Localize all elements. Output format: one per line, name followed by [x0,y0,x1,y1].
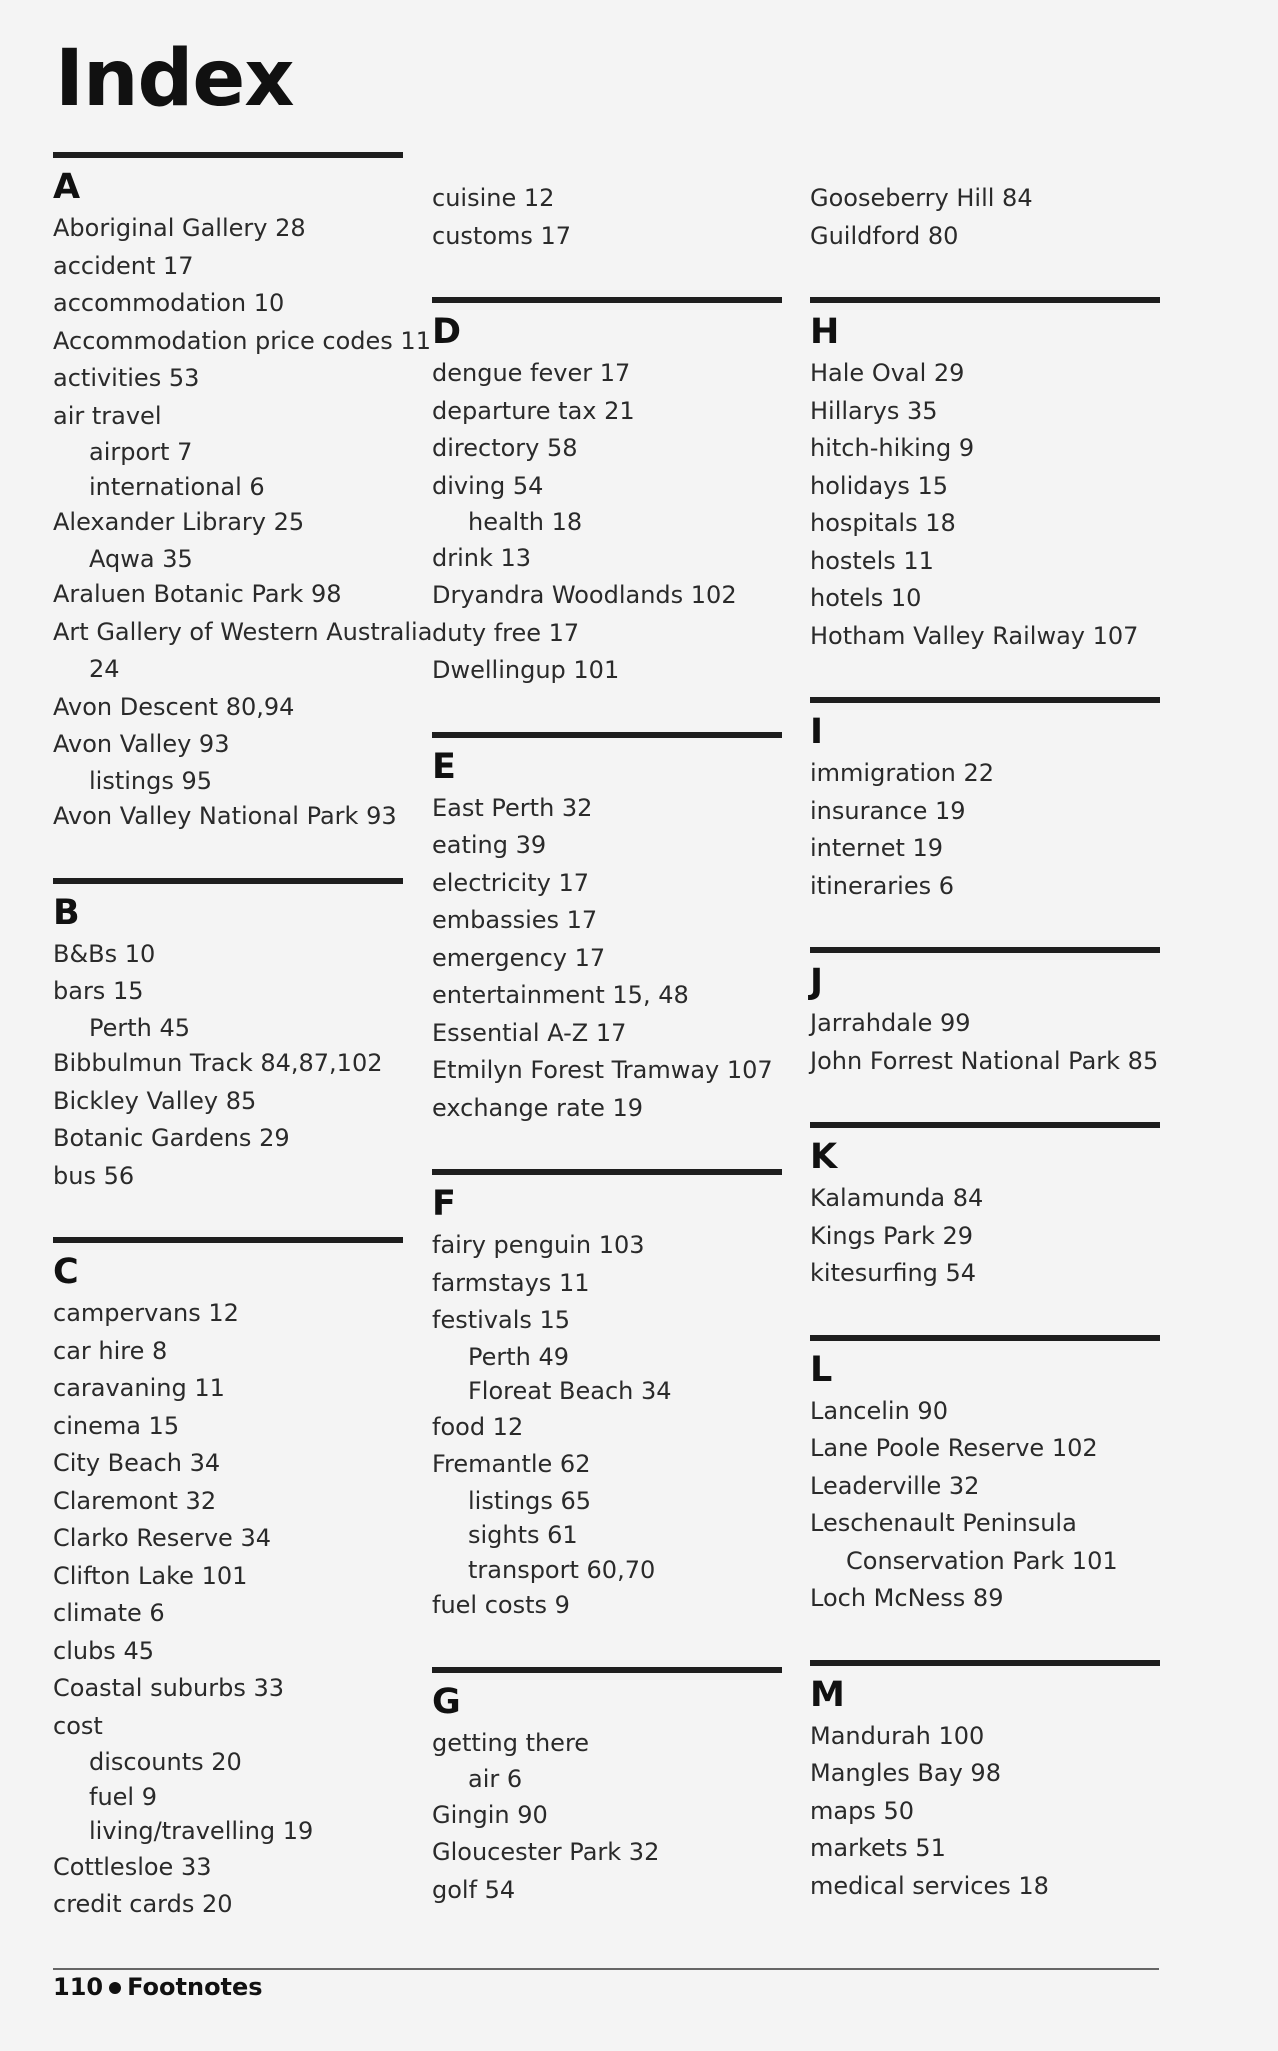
section-letter: K [810,1137,838,1177]
index-subentry: fuel 9 [89,1782,157,1811]
index-entry: markets 51 [810,1834,946,1862]
index-entry: itineraries 6 [810,871,954,900]
index-entry: car hire 8 [53,1336,168,1365]
index-entry: Araluen Botanic Park 98 [53,580,342,608]
section-letter: D [432,312,462,352]
index-subentry: Perth 45 [89,1013,191,1042]
index-subentry: sights 61 [468,1521,578,1549]
section-letter: E [432,746,456,787]
page-title: Index [55,34,294,124]
index-entry: Gloucester Park 32 [432,1838,660,1866]
index-entry: diving 54 [432,471,544,500]
index-section-j [810,947,1160,1080]
index-subentry: Perth 49 [468,1342,570,1371]
section-letter: F [432,1184,456,1224]
index-entry: golf 54 [432,1875,516,1904]
index-entry: food 12 [432,1412,524,1441]
index-subentry: listings 95 [89,766,213,795]
index-entry: Coastal suburbs 33 [53,1674,284,1702]
index-column-2 [432,180,782,1951]
index-entry: Etmilyn Forest Tramway 107 [432,1056,773,1084]
section-letter: C [53,1252,79,1292]
index-section-f [432,1169,782,1625]
index-entry: John Forrest National Park 85 [810,1046,1159,1075]
index-entry: climate 6 [53,1599,165,1627]
index-entry: getting there [432,1728,590,1757]
index-subentry: airport 7 [89,438,193,466]
page-footer [53,1970,263,2004]
section-divider [432,1667,782,1673]
section-letter: I [810,712,824,752]
index-entry: medical services 18 [810,1871,1049,1900]
index-entry: Avon Valley National Park 93 [53,802,397,830]
index-entry: Alexander Library 25 [53,508,305,536]
section-divider [53,1237,403,1243]
index-entry: Essential A-Z 17 [432,1018,627,1047]
index-entry: caravaning 11 [53,1374,225,1402]
index-entry: bars 15 [53,977,144,1005]
index-entry: Botanic Gardens 29 [53,1124,290,1152]
index-entry: Clifton Lake 101 [53,1561,248,1590]
index-entry: customs 17 [432,221,572,250]
index-section-c [53,1237,403,1924]
bullet-icon [109,1982,121,1994]
index-subentry: health 18 [468,508,583,536]
index-entry: credit cards 20 [53,1890,233,1918]
index-entry: Gingin 90 [432,1800,548,1829]
index-entry: accident 17 [53,251,194,280]
index-entry: hitch-hiking 9 [810,434,975,462]
section-letter: B [53,892,80,933]
index-subentry: Aqwa 35 [89,544,193,573]
index-entry: duty free 17 [432,618,580,647]
section-divider [810,1122,1160,1128]
index-entry: Kings Park 29 [810,1221,974,1250]
index-entry: Mangles Bay 98 [810,1759,1001,1787]
index-subentry: discounts 20 [89,1748,242,1776]
index-entry: immigration 22 [810,759,995,787]
index-subentry: Floreat Beach 34 [468,1377,672,1405]
index-entry: cinema 15 [53,1411,180,1440]
index-entry: Hale Oval 29 [810,359,965,387]
index-entry: Mandurah 100 [810,1721,985,1750]
index-entry: Kalamunda 84 [810,1184,984,1212]
index-section-m [810,1660,1160,1906]
section-divider [53,152,403,158]
index-entry: embassies 17 [432,906,598,934]
index-section-i [810,697,1160,905]
index-section-d [432,297,782,690]
index-section-continued [810,180,1160,255]
index-section-e [432,732,782,1128]
index-entry: Guildford 80 [810,221,959,250]
section-letter: H [810,312,840,352]
index-entry: hostels 11 [810,546,934,575]
index-entry: festivals 15 [432,1306,571,1334]
section-divider [810,697,1160,703]
index-entry: directory 58 [432,434,578,462]
index-section-h [810,297,1160,655]
index-entry: maps 50 [810,1796,914,1825]
index-entry: bus 56 [53,1161,135,1190]
section-letter: L [810,1349,833,1390]
index-entry: activities 53 [53,364,200,392]
index-section-continued [432,180,782,255]
index-entry: 24 [89,655,120,683]
index-entry: fairy penguin 103 [432,1231,645,1259]
index-section-l [810,1335,1160,1618]
index-entry: Avon Valley 93 [53,730,230,758]
section-divider [810,297,1160,303]
index-entry: Fremantle 62 [432,1450,591,1478]
index-entry: dengue fever 17 [432,359,631,387]
index-entry: Lancelin 90 [810,1396,948,1425]
index-subentry: transport 60,70 [468,1555,656,1584]
index-entry: internet 19 [810,834,944,862]
index-entry: hospitals 18 [810,509,956,537]
section-letter: M [810,1674,845,1715]
index-entry: Accommodation price codes 11 [53,326,431,355]
index-section-g [432,1667,782,1910]
index-entry: Bibbulmun Track 84,87,102 [53,1049,383,1077]
index-entry: departure tax 21 [432,396,635,425]
index-entry: electricity 17 [432,868,589,897]
index-entry: Art Gallery of Western Australia [53,617,433,646]
index-section-k [810,1122,1160,1293]
section-letter: A [53,167,81,207]
index-entry: Clarko Reserve 34 [53,1524,271,1552]
index-entry: Cottlesloe 33 [53,1852,212,1881]
index-column-3 [810,180,1160,1947]
index-subentry: air 6 [468,1765,523,1793]
index-entry: Avon Descent 80,94 [53,692,295,721]
index-entry: exchange rate 19 [432,1093,643,1122]
index-entry: entertainment 15, 48 [432,981,689,1009]
index-column-1 [53,152,433,1966]
section-divider [432,732,782,738]
section-letter: G [432,1681,461,1722]
index-entry: Dryandra Woodlands 102 [432,581,737,609]
index-subentry: international 6 [89,472,265,501]
section-letter: J [810,962,824,1002]
index-entry: fuel costs 9 [432,1591,570,1619]
index-section-a [53,152,433,836]
index-entry: Leaderville 32 [810,1471,980,1500]
section-divider [432,297,782,303]
index-entry: Bickley Valley 85 [53,1086,257,1115]
page-number: 110 [53,1973,104,2001]
section-divider [810,1660,1160,1666]
index-entry: eating 39 [432,831,547,859]
index-entry: drink 13 [432,543,532,572]
index-entry: Lane Poole Reserve 102 [810,1434,1098,1462]
index-entry: Dwellingup 101 [432,656,620,684]
index-entry: Hillarys 35 [810,396,938,425]
index-entry: cost [53,1711,103,1740]
index-entry: hotels 10 [810,584,922,612]
index-entry: air travel [53,401,162,430]
index-entry: holidays 15 [810,471,949,500]
index-entry: cuisine 12 [432,184,555,212]
index-entry: Aboriginal Gallery 28 [53,214,306,242]
index-entry: kitesurfing 54 [810,1259,977,1287]
index-section-b [53,878,403,1196]
index-entry: insurance 19 [810,796,966,825]
index-entry: Conservation Park 101 [846,1546,1118,1575]
index-subentry: living/travelling 19 [89,1817,314,1845]
index-entry: Claremont 32 [53,1486,217,1515]
section-divider [53,878,403,884]
index-entry: Leschenault Peninsula [810,1509,1077,1537]
index-entry: emergency 17 [432,943,606,972]
index-entry: farmstays 11 [432,1268,590,1297]
index-entry: Gooseberry Hill 84 [810,184,1033,212]
index-entry: clubs 45 [53,1636,154,1665]
footer-label: Footnotes [127,1973,263,2001]
section-divider [432,1169,782,1175]
index-entry: B&Bs 10 [53,939,156,968]
index-entry: Loch McNess 89 [810,1584,1004,1612]
index-subentry: listings 65 [468,1486,592,1515]
index-entry: accommodation 10 [53,289,285,317]
index-entry: City Beach 34 [53,1449,221,1477]
index-entry: campervans 12 [53,1299,239,1327]
section-divider [810,947,1160,953]
index-entry: East Perth 32 [432,793,593,822]
index-entry: Jarrahdale 99 [810,1009,971,1037]
section-divider [810,1335,1160,1341]
index-entry: Hotham Valley Railway 107 [810,621,1139,650]
